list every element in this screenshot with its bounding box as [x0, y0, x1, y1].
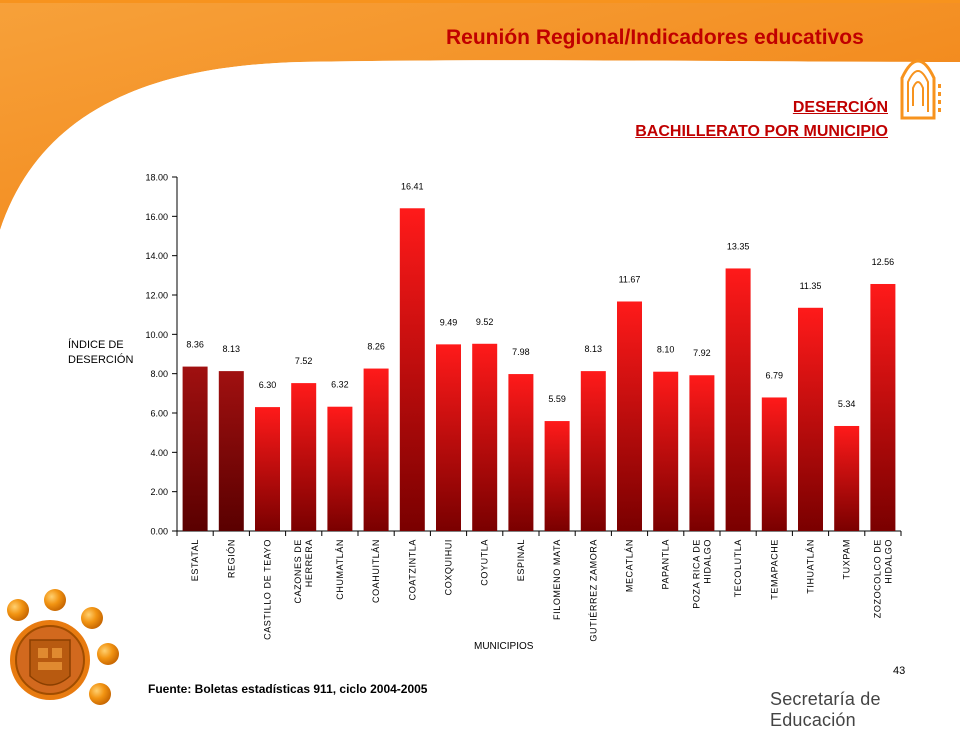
- x-tick-label-line: ZOZOCOLCO DE: [872, 539, 883, 619]
- x-tick-label: [733, 539, 743, 597]
- x-tick-label-line: TECOLUTLA: [733, 539, 744, 598]
- bar: [617, 301, 642, 531]
- bar: [762, 397, 787, 531]
- data-label: 13.35: [726, 241, 750, 252]
- x-tick-label-line: PAPANTLA: [660, 539, 671, 590]
- x-tick-label: [806, 539, 816, 594]
- x-tick-label: [691, 539, 712, 609]
- data-label: 8.13: [222, 344, 241, 355]
- data-label: 5.34: [837, 398, 856, 409]
- x-tick-label: [552, 539, 562, 620]
- x-tick-label-line: HERRERA: [304, 539, 315, 588]
- x-tick-label: [293, 539, 314, 604]
- bar: [653, 372, 678, 531]
- bar: [291, 383, 316, 531]
- x-tick-label-line: ESTATAL: [190, 539, 201, 582]
- data-label: 9.52: [475, 316, 494, 327]
- y-axis-label-line1: ÍNDICE DE: [68, 339, 124, 351]
- data-label: 7.98: [512, 347, 530, 358]
- x-tick-label: [226, 539, 236, 578]
- bar: [472, 344, 497, 531]
- bar: [400, 208, 425, 531]
- bar: [219, 371, 244, 531]
- data-label: 8.26: [367, 341, 385, 352]
- data-label: 5.59: [548, 394, 566, 405]
- bar: [508, 374, 533, 531]
- bar: [726, 268, 751, 531]
- x-tick-label-line: CHUMATLÁN: [334, 539, 345, 600]
- data-label: 7.52: [294, 356, 313, 367]
- y-tick-label: 12.00: [145, 290, 168, 301]
- x-tick-label: [769, 539, 779, 600]
- bar: [545, 421, 570, 531]
- data-label: 8.36: [186, 339, 204, 350]
- x-tick-label: [625, 539, 635, 592]
- x-tick-label-line: REGIÓN: [226, 539, 237, 579]
- data-label: 11.35: [799, 280, 822, 291]
- bar: [436, 344, 461, 531]
- y-tick-label: 8.00: [150, 369, 168, 380]
- x-tick-label-line: HIDALGO: [702, 539, 713, 584]
- x-tick-label: [190, 539, 200, 581]
- y-tick-label: 4.00: [150, 447, 168, 458]
- data-label: 8.10: [656, 344, 675, 355]
- bar: [255, 407, 280, 531]
- title-part-2: /Indicadores educativos: [624, 26, 864, 49]
- x-axis-label: MUNICIPIOS: [474, 641, 534, 652]
- section-title-line2: BACHILLERATO POR MUNICIPIO: [635, 123, 888, 140]
- y-tick-label: 14.00: [145, 251, 168, 262]
- x-tick-label-line: COATZINTLA: [407, 539, 418, 601]
- y-tick-label: 0.00: [150, 526, 168, 537]
- x-tick-label: [872, 539, 893, 618]
- bar: [834, 426, 859, 531]
- x-tick-label-line: ESPINAL: [515, 539, 526, 582]
- data-label: 7.92: [693, 348, 711, 359]
- page-number: 43: [893, 665, 906, 677]
- x-tick-label-line: FILOMENO MATA: [552, 539, 563, 620]
- x-tick-label-line: TUXPAM: [841, 539, 852, 580]
- y-tick-label: 10.00: [145, 329, 168, 340]
- y-tick-label: 6.00: [150, 408, 168, 419]
- data-label: 8.13: [584, 344, 603, 355]
- x-tick-label-line: POZA RICA DE: [691, 539, 702, 609]
- data-label: 9.49: [439, 317, 458, 328]
- data-label: 6.79: [765, 370, 784, 381]
- bar: [183, 367, 208, 531]
- bar: [327, 407, 352, 531]
- x-tick-label-line: HIDALGO: [883, 539, 894, 584]
- y-tick-label: 16.00: [145, 211, 168, 222]
- data-label: 11.67: [618, 274, 641, 285]
- bar: [364, 369, 389, 531]
- x-tick-label-line: MECATLÁN: [624, 539, 635, 593]
- footer-brand: Secretaría de Educación: [770, 689, 881, 730]
- bar: [581, 371, 606, 531]
- x-tick-label-line: COYUTLA: [479, 539, 490, 586]
- bar: [870, 284, 895, 531]
- x-tick-label: [661, 539, 671, 589]
- source-note: Fuente: Boletas estadísticas 911, ciclo 2004-2005: [148, 682, 428, 696]
- x-tick-label: [516, 539, 526, 581]
- y-tick-label: 18.00: [145, 172, 168, 183]
- x-tick-label: [444, 539, 454, 595]
- data-label: 12.56: [871, 256, 895, 267]
- data-label: 6.30: [258, 380, 277, 391]
- x-tick-label: [335, 539, 345, 600]
- y-axis-label-line2: DESERCIÓN: [68, 354, 134, 366]
- x-tick-label: [842, 539, 852, 579]
- x-tick-label: [263, 539, 273, 640]
- x-tick-label-line: COXQUIHUI: [443, 539, 454, 596]
- x-tick-label: [480, 539, 490, 586]
- section-title-line1: DESERCIÓN: [792, 99, 888, 116]
- x-tick-label-line: COAHUITLÁN: [371, 539, 382, 604]
- y-axis-label: [68, 338, 133, 368]
- data-label: 16.41: [401, 181, 424, 192]
- x-tick-label-line: CAZONES DE: [293, 539, 304, 604]
- x-tick-label: [371, 539, 381, 603]
- data-label: 6.32: [331, 379, 349, 390]
- x-tick-label-line: TEMAPACHE: [769, 539, 780, 600]
- x-tick-label-line: GUTIÉRREZ ZAMORA: [588, 539, 599, 642]
- bar: [689, 375, 714, 531]
- bar: [798, 308, 823, 531]
- x-tick-label-line: CASTILLO DE TEAYO: [262, 539, 273, 640]
- y-tick-label: 2.00: [150, 487, 168, 498]
- title-part-1: Reunión Regional: [446, 26, 625, 49]
- x-tick-label: [588, 539, 598, 642]
- x-tick-label: [407, 539, 417, 600]
- x-tick-label-line: TIHUATLÁN: [805, 539, 816, 594]
